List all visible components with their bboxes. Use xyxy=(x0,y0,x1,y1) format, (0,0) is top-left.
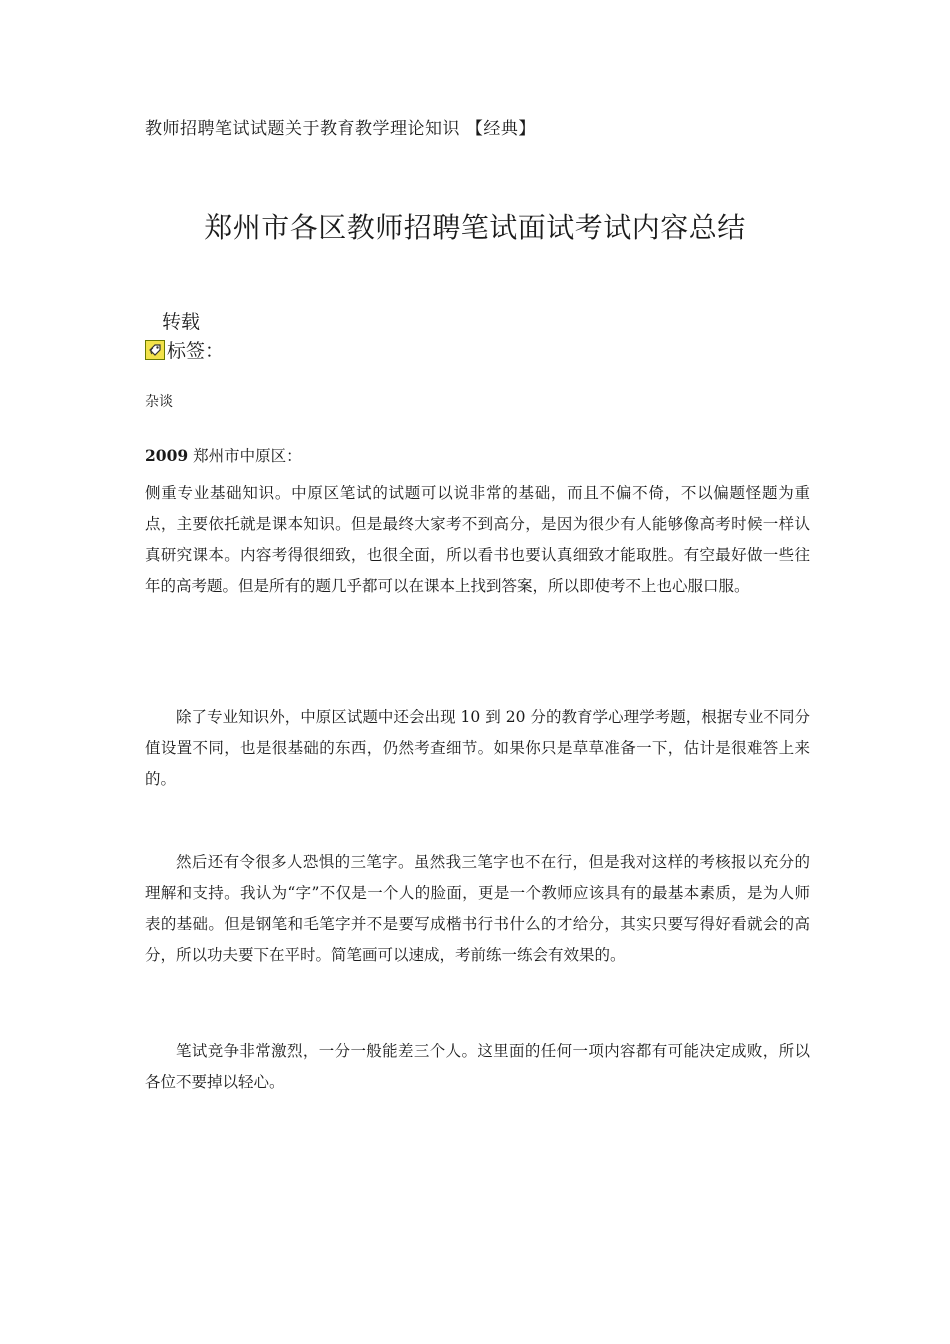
paragraph: 然后还有令很多人恐惧的三笔字。虽然我三笔字也不在行，但是我对这样的考核报以充分的理解和支持。我认为“字”不仅是一个人的脸面，更是一个教师应该具有的最基本素质，是为人师表的基础。但是钢笔和毛笔字并不是要写成楷书行书什么的才给分，其实只要写得好看就会的高分，所以功夫要下在平时。简笔画可以速成，考前练一练会有效果的。 xyxy=(145,853,810,964)
section-year: 2009 xyxy=(145,446,189,465)
document-header-line: 教师招聘笔试试题关于教育教学理论知识 【经典】 xyxy=(145,119,536,139)
tag-value: 杂谈 xyxy=(145,394,173,410)
paragraph: 除了专业知识外，中原区试题中还会出现 10 到 20 分的教育学心理学考题，根据专业不同分值设置不同，也是很基础的东西，仍然考查细节。如果你只是草草准备一下，估计是很难答上来的。 xyxy=(145,708,810,788)
tag-icon xyxy=(145,340,165,360)
tags-label: 标签： xyxy=(167,340,225,362)
section-heading xyxy=(145,440,810,472)
tags-row xyxy=(145,336,224,363)
document-title: 郑州市各区教师招聘笔试面试考试内容总结 xyxy=(204,211,746,244)
paragraph: 笔试竞争非常激烈，一分一般能差三个人。这里面的任何一项内容都有可能决定成败，所以各位不要掉以轻心。 xyxy=(145,1042,810,1091)
repost-label: 转载 xyxy=(162,311,201,333)
paragraph: 侧重专业基础知识。中原区笔试的试题可以说非常的基础，而且不偏不倚，不以偏题怪题为重点，主要依托就是课本知识。但是最终大家考不到高分，是因为很少有人能够像高考时候一样认真研究课本。内容考得很细致，也很全面，所以看书也要认真细致才能取胜。有空最好做一些往年的高考题。但是所有的题几乎都可以在课本上找到答案，所以即使考不上也心服口服。 xyxy=(145,484,810,595)
section-district: 郑州市中原区： xyxy=(193,447,302,465)
